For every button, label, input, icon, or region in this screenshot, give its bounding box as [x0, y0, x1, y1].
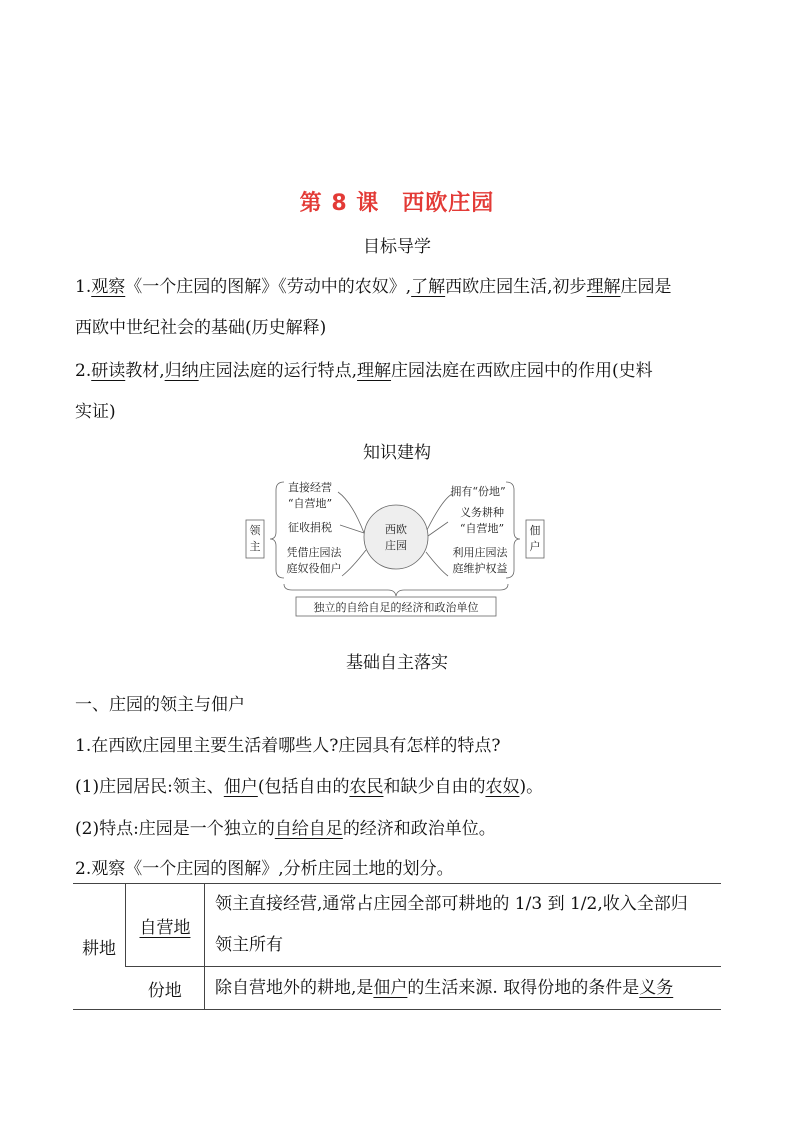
center-circle [364, 505, 428, 569]
answer-2-features [75, 814, 496, 839]
right-item-2-line1: 义务耕种 [460, 506, 504, 519]
right-item-3-line1: 利用庄园法 [452, 546, 508, 559]
holding-desc-text: 除自营地外的耕地,是 [215, 977, 374, 998]
goal-2-verb-study: 研读 [91, 361, 126, 381]
table-cell-holding: 份地 [126, 967, 205, 1010]
goal-item-2-line2: 实证) [75, 402, 116, 422]
table-row [73, 967, 721, 1010]
goal-1-verb-observe: 观察 [91, 277, 126, 297]
goal-2-verb-comprehend: 理解 [357, 361, 392, 381]
center-text-2: 庄园 [385, 539, 407, 552]
goal-1-text-3: 庄园是 [620, 277, 672, 297]
goal-1-verb-understand: 了解 [411, 277, 446, 297]
holding-desc-text-2: 的生活来源. 取得份地的条件是 [407, 977, 640, 998]
goal-2-text-3: 庄园法庭在西欧庄园中的作用(史料 [391, 361, 653, 381]
goal-2-text-2: 庄园法庭的运行特点, [198, 361, 358, 381]
goal-item-1-line2: 西欧中世纪社会的基础(历史解释) [75, 318, 327, 338]
land-division-table [73, 883, 721, 1010]
demesne-desc-line1: 领主直接经营,通常占庄园全部可耕地的 1/3 到 1/2,收入全部归 [215, 894, 688, 914]
left-item-3-line1: 凭借庄园法 [286, 546, 342, 559]
left-item-1-line1: 直接经营 [288, 481, 332, 494]
answer-1-blank-serfs: 农奴 [485, 777, 520, 797]
holding-blank-tenants: 佃户 [373, 977, 408, 998]
basics-heading: 基础自主落实 [346, 653, 448, 673]
table-cell-demesne [126, 884, 205, 967]
knowledge-structure-diagram [0, 470, 794, 620]
goal-2-verb-summarize: 归纳 [164, 361, 199, 381]
center-text-1: 西欧 [385, 523, 407, 536]
left-item-3-line2: 庭奴役佃户 [286, 562, 342, 575]
table-cell-demesne-desc [205, 884, 722, 967]
goal-2-number: 2. [75, 361, 92, 381]
holding-blank-obligation: 义务 [639, 977, 674, 998]
goal-1-text: 《一个庄园的图解》《劳动中的农奴》, [125, 277, 412, 297]
table-row [73, 884, 721, 967]
goal-1-text-2: 西欧庄园生活,初步 [445, 277, 587, 297]
right-item-1: 拥有“份地” [450, 485, 506, 498]
goal-1-verb-comprehend: 理解 [586, 277, 621, 297]
left-label-char-2: 主 [249, 540, 261, 553]
left-label-char-1: 领 [249, 524, 261, 537]
right-item-3-line2: 庭维护权益 [452, 562, 508, 575]
answer-1-text-3: 和缺少自由的 [383, 777, 486, 797]
answer-1-blank-peasants: 农民 [349, 777, 384, 797]
table-cell-holding-desc [205, 967, 722, 1010]
answer-1-text-4: )。 [519, 777, 544, 797]
right-item-2-line2: “自营地” [459, 522, 505, 535]
left-item-1-line2: “自营地” [287, 497, 333, 510]
demesne-desc-line2: 领主所有 [215, 935, 283, 955]
right-label-char-2: 户 [529, 540, 541, 553]
left-item-2: 征收捐税 [288, 521, 332, 534]
right-label-char-1: 佃 [529, 524, 541, 537]
answer-1-blank-tenants: 佃户 [223, 777, 258, 797]
answer-2-text-2: 的经济和政治单位。 [342, 819, 496, 839]
goal-2-text: 教材, [125, 361, 165, 381]
goal-item-1 [75, 272, 672, 297]
question-2: 2.观察《一个庄园的图解》,分析庄园土地的划分。 [75, 859, 454, 879]
goal-1-number: 1. [75, 277, 92, 297]
question-1: 1.在西欧庄园里主要生活着哪些人?庄园具有怎样的特点? [75, 736, 501, 756]
section-1-heading: 一、庄园的领主与佃户 [75, 695, 245, 715]
answer-1-text-2: (包括自由的 [257, 777, 350, 797]
answer-2-blank-self-sufficient: 自给自足 [274, 819, 343, 839]
answer-2-text: (2)特点:庄园是一个独立的 [75, 819, 275, 839]
lesson-title: 第 8 课 西欧庄园 [299, 191, 495, 216]
answer-1-residents [75, 772, 543, 797]
bottom-text: 独立的自给自足的经济和政治单位 [313, 601, 479, 614]
table-group-cell: 耕地 [73, 884, 126, 1010]
goal-item-2 [75, 356, 653, 381]
demesne-label: 自营地 [139, 917, 191, 938]
answer-1-text: (1)庄园居民:领主、 [75, 777, 224, 797]
goals-heading: 目标导学 [363, 237, 431, 257]
structure-heading: 知识建构 [363, 443, 431, 463]
